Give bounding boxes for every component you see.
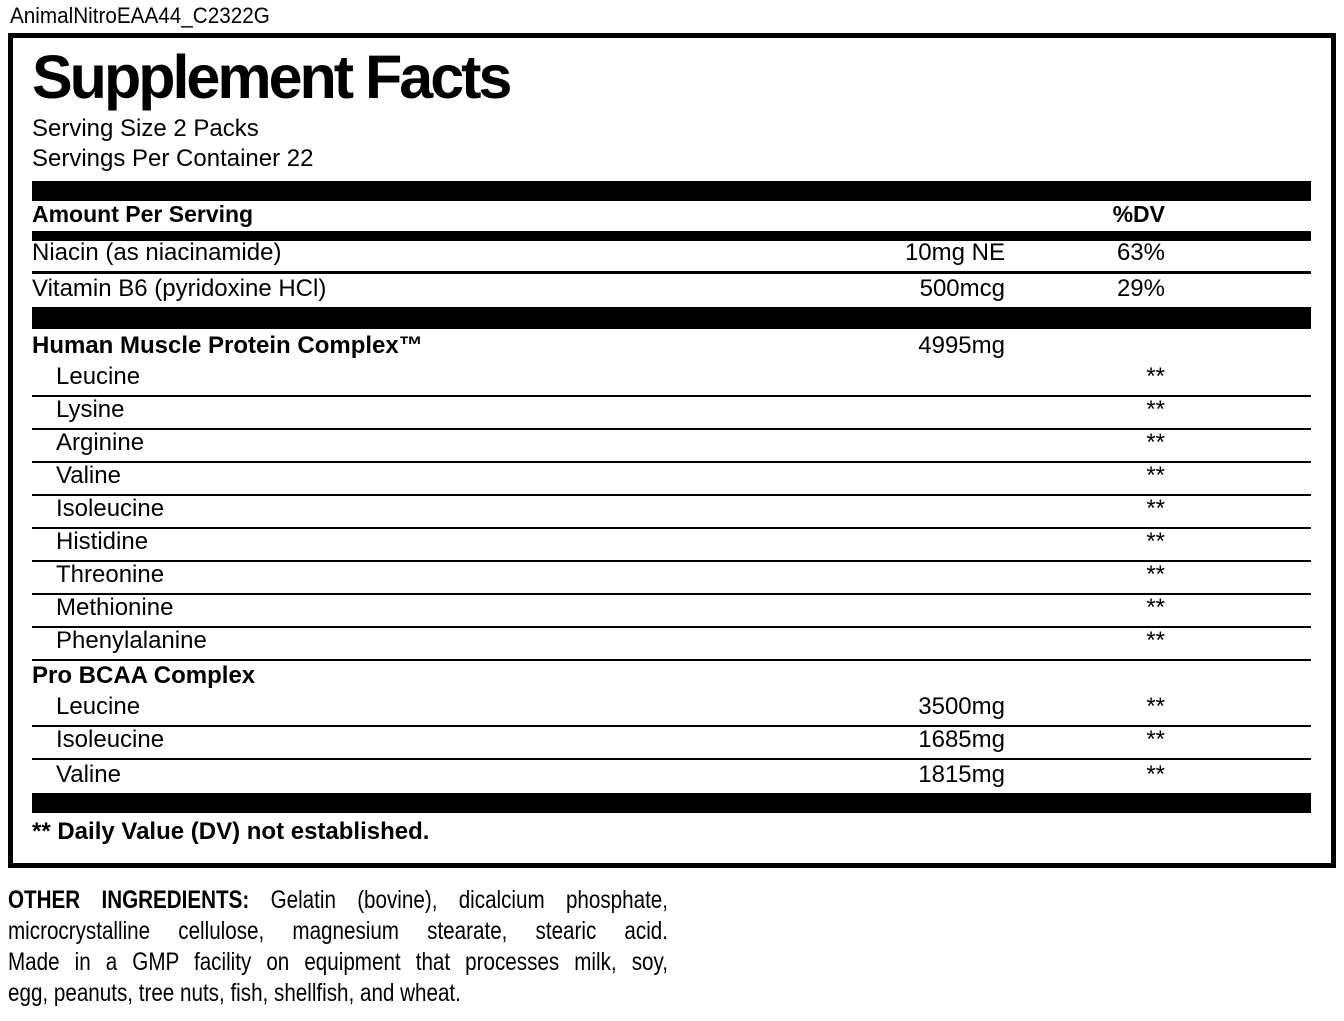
nutrient-name: Phenylalanine <box>56 627 207 654</box>
table-row <box>32 760 1311 793</box>
table-row <box>32 241 1311 274</box>
other-ingredients-line: egg, peanuts, tree nuts, fish, shellfish, and wheat. <box>8 979 461 1007</box>
other-ingredients-label: OTHER INGREDIENTS: <box>8 886 250 914</box>
table-row <box>32 430 1311 463</box>
table-row <box>32 595 1311 628</box>
separator-bar-thick-mid <box>32 307 1311 329</box>
panel-title: Supplement Facts <box>32 43 510 111</box>
other-ingredients-line <box>8 885 668 916</box>
nutrient-amount: 1685mg <box>918 726 1005 753</box>
complex-amount: 4995mg <box>918 332 1005 359</box>
nutrient-dv: ** <box>1146 528 1165 555</box>
nutrient-dv: ** <box>1146 462 1165 489</box>
nutrient-dv: ** <box>1146 693 1165 720</box>
nutrient-name: Niacin (as niacinamide) <box>32 239 282 266</box>
other-ingredients-line: Made in a GMP facility on equipment that processes milk, soy, <box>8 948 668 976</box>
table-row <box>32 463 1311 496</box>
nutrient-dv: 63% <box>1116 239 1165 266</box>
nutrient-name: Leucine <box>56 363 141 390</box>
table-row <box>32 364 1311 397</box>
nutrient-dv: ** <box>1146 561 1165 588</box>
table-row <box>32 529 1311 562</box>
nutrient-name: Threonine <box>56 561 165 588</box>
nutrient-name: Vitamin B6 (pyridoxine HCl) <box>32 275 327 302</box>
dv-footnote: ** Daily Value (DV) not established. <box>32 818 430 845</box>
table-row <box>32 727 1311 760</box>
servings-per-container: Servings Per Container 22 <box>32 145 314 172</box>
percent-dv-header: %DV <box>1112 201 1165 227</box>
other-ingredients-text: Gelatin (bovine), dicalcium phosphate, <box>270 886 669 914</box>
nutrient-dv: ** <box>1146 594 1165 621</box>
nutrient-dv: ** <box>1146 627 1165 654</box>
complex-name: Pro BCAA Complex <box>32 662 256 689</box>
complex-name: Human Muscle Protein Complex™ <box>32 332 423 359</box>
table-row <box>32 562 1311 595</box>
nutrient-dv: 29% <box>1116 275 1165 302</box>
nutrient-name: Leucine <box>56 693 141 720</box>
amount-per-serving-header: Amount Per Serving <box>32 201 254 227</box>
table-row <box>32 397 1311 430</box>
complex-heading-row <box>32 661 1311 694</box>
serving-size: Serving Size 2 Packs <box>32 115 259 142</box>
table-row <box>32 496 1311 529</box>
nutrient-name: Valine <box>56 462 121 489</box>
table-row <box>32 628 1311 661</box>
file-label: AnimalNitroEAA44_C2322G <box>10 3 270 28</box>
nutrient-dv: ** <box>1146 726 1165 753</box>
nutrient-name: Isoleucine <box>56 495 165 522</box>
table-row <box>32 694 1311 727</box>
separator-bar-thick-bottom <box>32 793 1311 813</box>
nutrient-dv: ** <box>1146 363 1165 390</box>
nutrient-dv: ** <box>1146 495 1165 522</box>
nutrient-name: Lysine <box>56 396 125 423</box>
nutrient-amount: 3500mg <box>918 693 1005 720</box>
supplement-facts-panel <box>8 33 1336 868</box>
separator-bar-thick-top <box>32 181 1311 201</box>
nutrient-dv: ** <box>1146 761 1165 788</box>
nutrient-amount: 1815mg <box>918 761 1005 788</box>
other-ingredients-line: microcrystalline cellulose, magnesium stearate, stearic acid. <box>8 917 668 945</box>
other-ingredients-paragraph <box>8 885 668 1009</box>
table-header-row <box>32 201 1311 231</box>
nutrient-dv: ** <box>1146 429 1165 456</box>
nutrient-name: Arginine <box>56 429 145 456</box>
table-row <box>32 274 1311 307</box>
nutrient-dv: ** <box>1146 396 1165 423</box>
nutrient-amount: 10mg NE <box>904 239 1005 266</box>
complex-heading-row <box>32 329 1311 364</box>
nutrient-name: Histidine <box>56 528 149 555</box>
nutrient-amount: 500mcg <box>919 275 1005 302</box>
nutrient-name: Isoleucine <box>56 726 165 753</box>
nutrient-name: Methionine <box>56 594 174 621</box>
nutrient-name: Valine <box>56 761 121 788</box>
